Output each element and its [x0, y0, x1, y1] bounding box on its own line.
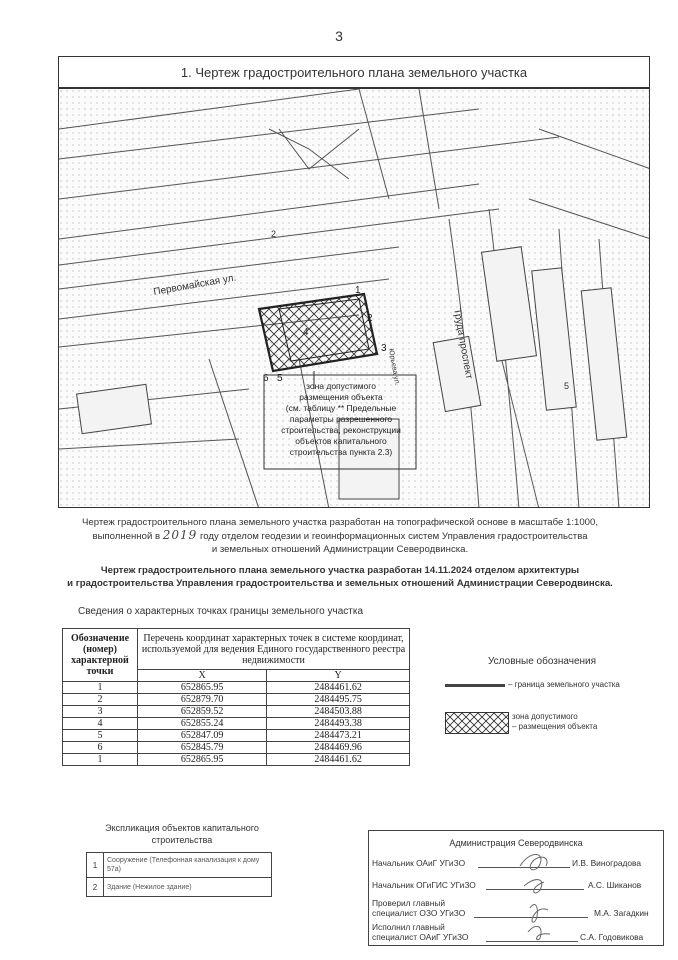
signature-name-3: М.А. Загадкин	[594, 908, 649, 918]
table-row	[63, 682, 410, 694]
site-plan-drawing	[59, 89, 650, 508]
signature-name-1: И.В. Виноградова	[572, 858, 642, 868]
zone-note-line-4: параметры разрешенного	[289, 414, 393, 424]
x-value: 652879.70	[138, 694, 267, 706]
explication-number: 1	[87, 853, 104, 878]
signature-role-3	[372, 898, 465, 918]
point-label-5: 5	[277, 373, 283, 384]
point-label-3: 3	[381, 343, 387, 354]
x-value: 652865.95	[138, 682, 267, 694]
table-row	[87, 853, 272, 878]
point-number: 2	[63, 694, 138, 706]
signature-org: Администрация Северодвинска	[449, 838, 583, 848]
table-row	[87, 878, 272, 897]
author-note-line-1: Чертеж градостроительного плана земельного участка разработан 14.11.2024 отделом архитектуры	[100, 565, 580, 576]
y-value: 2484461.62	[267, 754, 410, 766]
legend-zone-line-1: зона допустимого	[512, 712, 578, 721]
point-number: 6	[63, 742, 138, 754]
point-label-2: 2	[367, 313, 373, 324]
table-row	[63, 754, 410, 766]
topo-basis-note	[40, 516, 640, 556]
coords-section-caption: Сведения о характерных точках границы земельного участка	[78, 606, 364, 617]
handwritten-signatures	[500, 848, 620, 948]
y-value: 2484495.75	[267, 694, 410, 706]
signature-role-1: Начальник ОАиГ УГиЗО	[372, 858, 466, 868]
topo-note-line-1: Чертеж градостроительного плана земельного участка разработан на топографической основе в масштабе 1:1000,	[82, 517, 598, 528]
topo-note-prefix: выполненной в	[92, 531, 161, 542]
topo-note-line-3: и земельных отношений Администрации Северодвинска.	[211, 544, 469, 555]
topo-note-line-2	[40, 529, 640, 543]
legend-boundary-label: – граница земельного участка	[508, 680, 620, 689]
signature-role-4	[372, 922, 468, 942]
y-value: 2484493.38	[267, 718, 410, 730]
drawing-title: 1. Чертеж градостроительного плана земельного участка	[58, 56, 650, 88]
point-number: 1	[63, 754, 138, 766]
x-value: 652845.79	[138, 742, 267, 754]
x-header: X	[138, 670, 267, 682]
legend-zone-line-2: – размещения объекта	[512, 722, 598, 731]
signature-name-4: С.А. Годовикова	[580, 932, 644, 942]
building-mark: 2	[271, 229, 277, 239]
explication-number: 2	[87, 878, 104, 897]
y-value: 2484473.21	[267, 730, 410, 742]
author-note-line-2: и градостроительства Управления градостроительства и земельных отношений Администрации Северодвинска.	[67, 578, 613, 589]
author-note	[40, 564, 640, 590]
street-label-pervomaiskaya: Первомайская ул.	[152, 272, 238, 298]
site-plan-map	[58, 88, 650, 508]
y-header: Y	[267, 670, 410, 682]
x-value: 652865.95	[138, 754, 267, 766]
point-number: 1	[63, 682, 138, 694]
number-mark: 5	[564, 381, 570, 391]
handwritten-year: 2019	[162, 528, 198, 542]
signature-role-2: Начальник ОГиГИС УГиЗО	[372, 880, 476, 890]
legend-boundary-swatch	[445, 684, 505, 687]
legend-zone-swatch	[445, 712, 509, 734]
col-coords-header: Перечень координат характерных точек в системе координат, используемой для ведения Единого государственного реестра недвижимости	[138, 629, 410, 670]
zone-note-line-1: зона допустимого	[306, 381, 376, 391]
explication-text: Сооружение (Телефонная канализация к дому 57а)	[104, 853, 272, 878]
legend-title: Условные обозначения	[488, 656, 597, 667]
point-number: 3	[63, 706, 138, 718]
street-label-side: Юрьева ул.	[387, 348, 401, 387]
zone-note-line-7: строительства пункта 2.3)	[289, 447, 393, 457]
table-row	[63, 694, 410, 706]
col-point-header: Обозначение (номер) характерной точки	[63, 629, 138, 682]
x-value: 652859.52	[138, 706, 267, 718]
explication-title	[82, 822, 282, 846]
zone-note-line-6: объектов капитального	[295, 436, 387, 446]
legend-zone-label	[512, 712, 597, 732]
explication-text: Здание (Нежилое здание)	[104, 878, 272, 897]
explication-title-line-2: строительства	[151, 835, 213, 845]
table-row	[63, 706, 410, 718]
signature-role-3-line-2: специалист ОЗО УГиЗО	[372, 908, 466, 918]
topo-note-suffix: году отделом геодезии и геоинформационных систем Управления градостроительства	[199, 531, 588, 542]
zone-note-line-3: (см. таблицу ** Предельные	[285, 403, 397, 413]
point-label-4: 4	[303, 327, 309, 338]
coordinates-table	[62, 628, 410, 766]
y-value: 2484469.96	[267, 742, 410, 754]
zone-note-line-2: размещения объекта	[299, 392, 383, 402]
table-row	[63, 742, 410, 754]
signature-role-3-line-1: Проверил главный	[372, 898, 446, 908]
x-value: 652847.09	[138, 730, 267, 742]
signature-role-4-line-2: специалист ОАиГ УГиЗО	[372, 932, 469, 942]
explication-table	[86, 852, 272, 897]
signature-role-4-line-1: Исполнил главный	[372, 922, 445, 932]
point-label-1: 1	[355, 285, 361, 296]
x-value: 652855.24	[138, 718, 267, 730]
y-value: 2484503.88	[267, 706, 410, 718]
point-label-6: 6	[263, 373, 269, 384]
table-row	[63, 730, 410, 742]
zone-note-line-5: строительства, реконструкции	[281, 425, 401, 435]
explication-title-line-1: Экспликация объектов капитального	[105, 823, 259, 833]
signature-name-2: А.С. Шиканов	[588, 880, 642, 890]
table-row	[63, 718, 410, 730]
page-number: 3	[335, 28, 343, 44]
point-number: 4	[63, 718, 138, 730]
y-value: 2484461.62	[267, 682, 410, 694]
point-number: 5	[63, 730, 138, 742]
street-label-truda: Труда проспект	[451, 307, 475, 380]
